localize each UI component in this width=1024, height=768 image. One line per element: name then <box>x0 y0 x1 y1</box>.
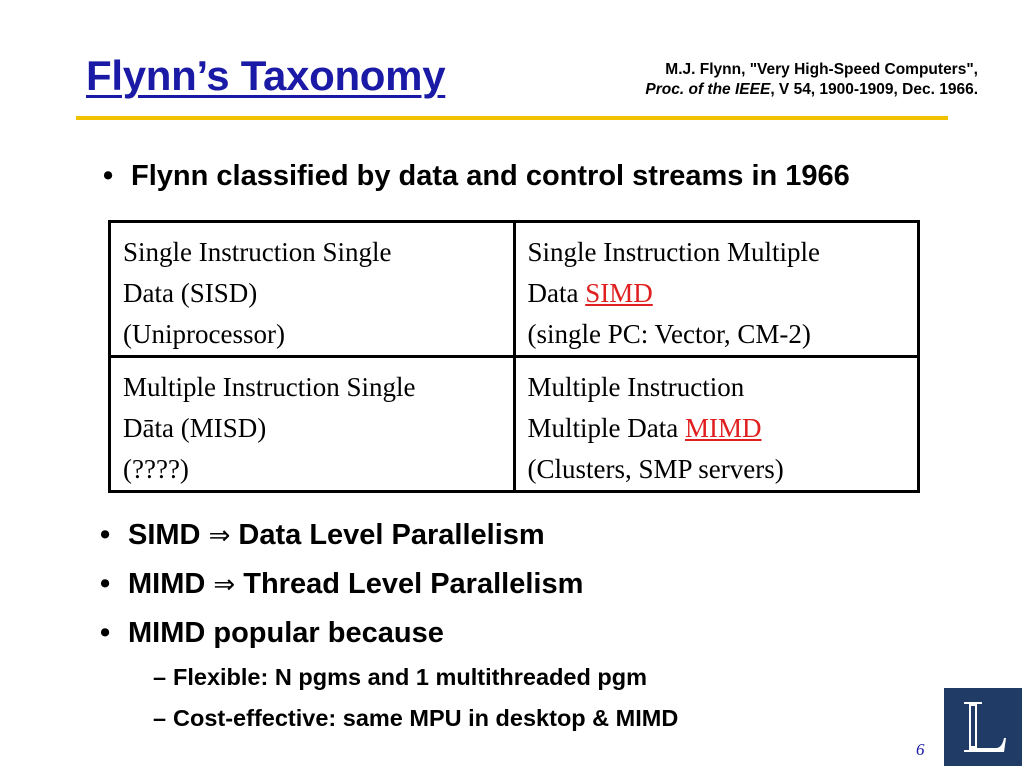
sub-bullet-marker: – <box>153 705 167 731</box>
university-L-logo-icon <box>944 688 1022 766</box>
bullet-marker: • <box>100 617 111 649</box>
sub-bullet-cost-effective <box>153 705 679 732</box>
citation-details: , V 54, 1900-1909, Dec. 1966. <box>770 81 978 98</box>
simd-link[interactable]: SIMD <box>585 278 653 308</box>
page-number: 6 <box>916 740 925 759</box>
sub-bullet-marker: – <box>153 664 167 690</box>
cell-line: (????) <box>123 454 189 484</box>
sub-bullet-text: Flexible: N pgms and 1 multithreaded pgm <box>173 664 647 690</box>
bullet-marker: • <box>103 160 114 192</box>
citation-line-2 <box>645 80 978 100</box>
cell-mimd <box>514 357 919 492</box>
cell-line: Multiple Instruction <box>527 372 745 402</box>
cell-line: (single PC: Vector, CM-2) <box>527 319 811 349</box>
cell-misd <box>110 357 515 492</box>
bullet-marker: • <box>100 568 111 600</box>
bullet-simd-dlp <box>100 519 545 552</box>
bullet-mimd-popular <box>100 617 444 650</box>
cell-line: Data (SISD) <box>123 278 258 308</box>
slide-title: Flynn’s Taxonomy <box>86 52 446 99</box>
mimd-link[interactable]: MIMD <box>684 413 762 443</box>
cell-line: Single Instruction Multiple <box>527 237 820 267</box>
bullet-lead: SIMD <box>128 519 201 551</box>
cell-line: (Uniprocessor) <box>123 319 285 349</box>
bullet-mimd-tlp <box>100 568 584 601</box>
bullet-marker: • <box>100 519 111 551</box>
cell-line: Single Instruction Single <box>123 237 392 267</box>
cell-simd <box>514 222 919 357</box>
bullet-rest: Data Level Parallelism <box>238 519 545 551</box>
title-rule <box>76 116 948 120</box>
bullet-rest: Thread Level Parallelism <box>243 568 584 600</box>
cell-line: (Clusters, SMP servers) <box>527 454 784 484</box>
sub-bullet-flexible <box>153 664 647 691</box>
cell-line <box>528 273 908 314</box>
cell-sisd <box>110 222 515 357</box>
bullet-flynn-classified <box>103 160 850 193</box>
table-row <box>110 222 919 357</box>
bullet-lead: MIMD <box>128 568 206 600</box>
table-row <box>110 357 919 492</box>
citation <box>645 60 978 100</box>
cell-text: Data <box>527 278 586 308</box>
cell-line: Dāta (MISD) <box>123 413 267 443</box>
bullet-text: MIMD popular because <box>128 617 444 649</box>
citation-line-1: M.J. Flynn, "Very High-Speed Computers", <box>665 61 978 78</box>
implies-arrow-icon: ⇒ <box>213 570 236 600</box>
cell-line: Multiple Instruction Single <box>123 372 416 402</box>
citation-journal: Proc. of the IEEE <box>645 81 771 98</box>
bullet-text: Flynn classified by data and control streams in 1966 <box>131 160 850 192</box>
cell-line <box>528 408 908 449</box>
cell-text: Multiple Data <box>527 413 685 443</box>
sub-bullet-text: Cost-effective: same MPU in desktop & MIMD <box>173 705 679 731</box>
implies-arrow-icon: ⇒ <box>208 521 231 551</box>
taxonomy-table <box>108 220 920 493</box>
